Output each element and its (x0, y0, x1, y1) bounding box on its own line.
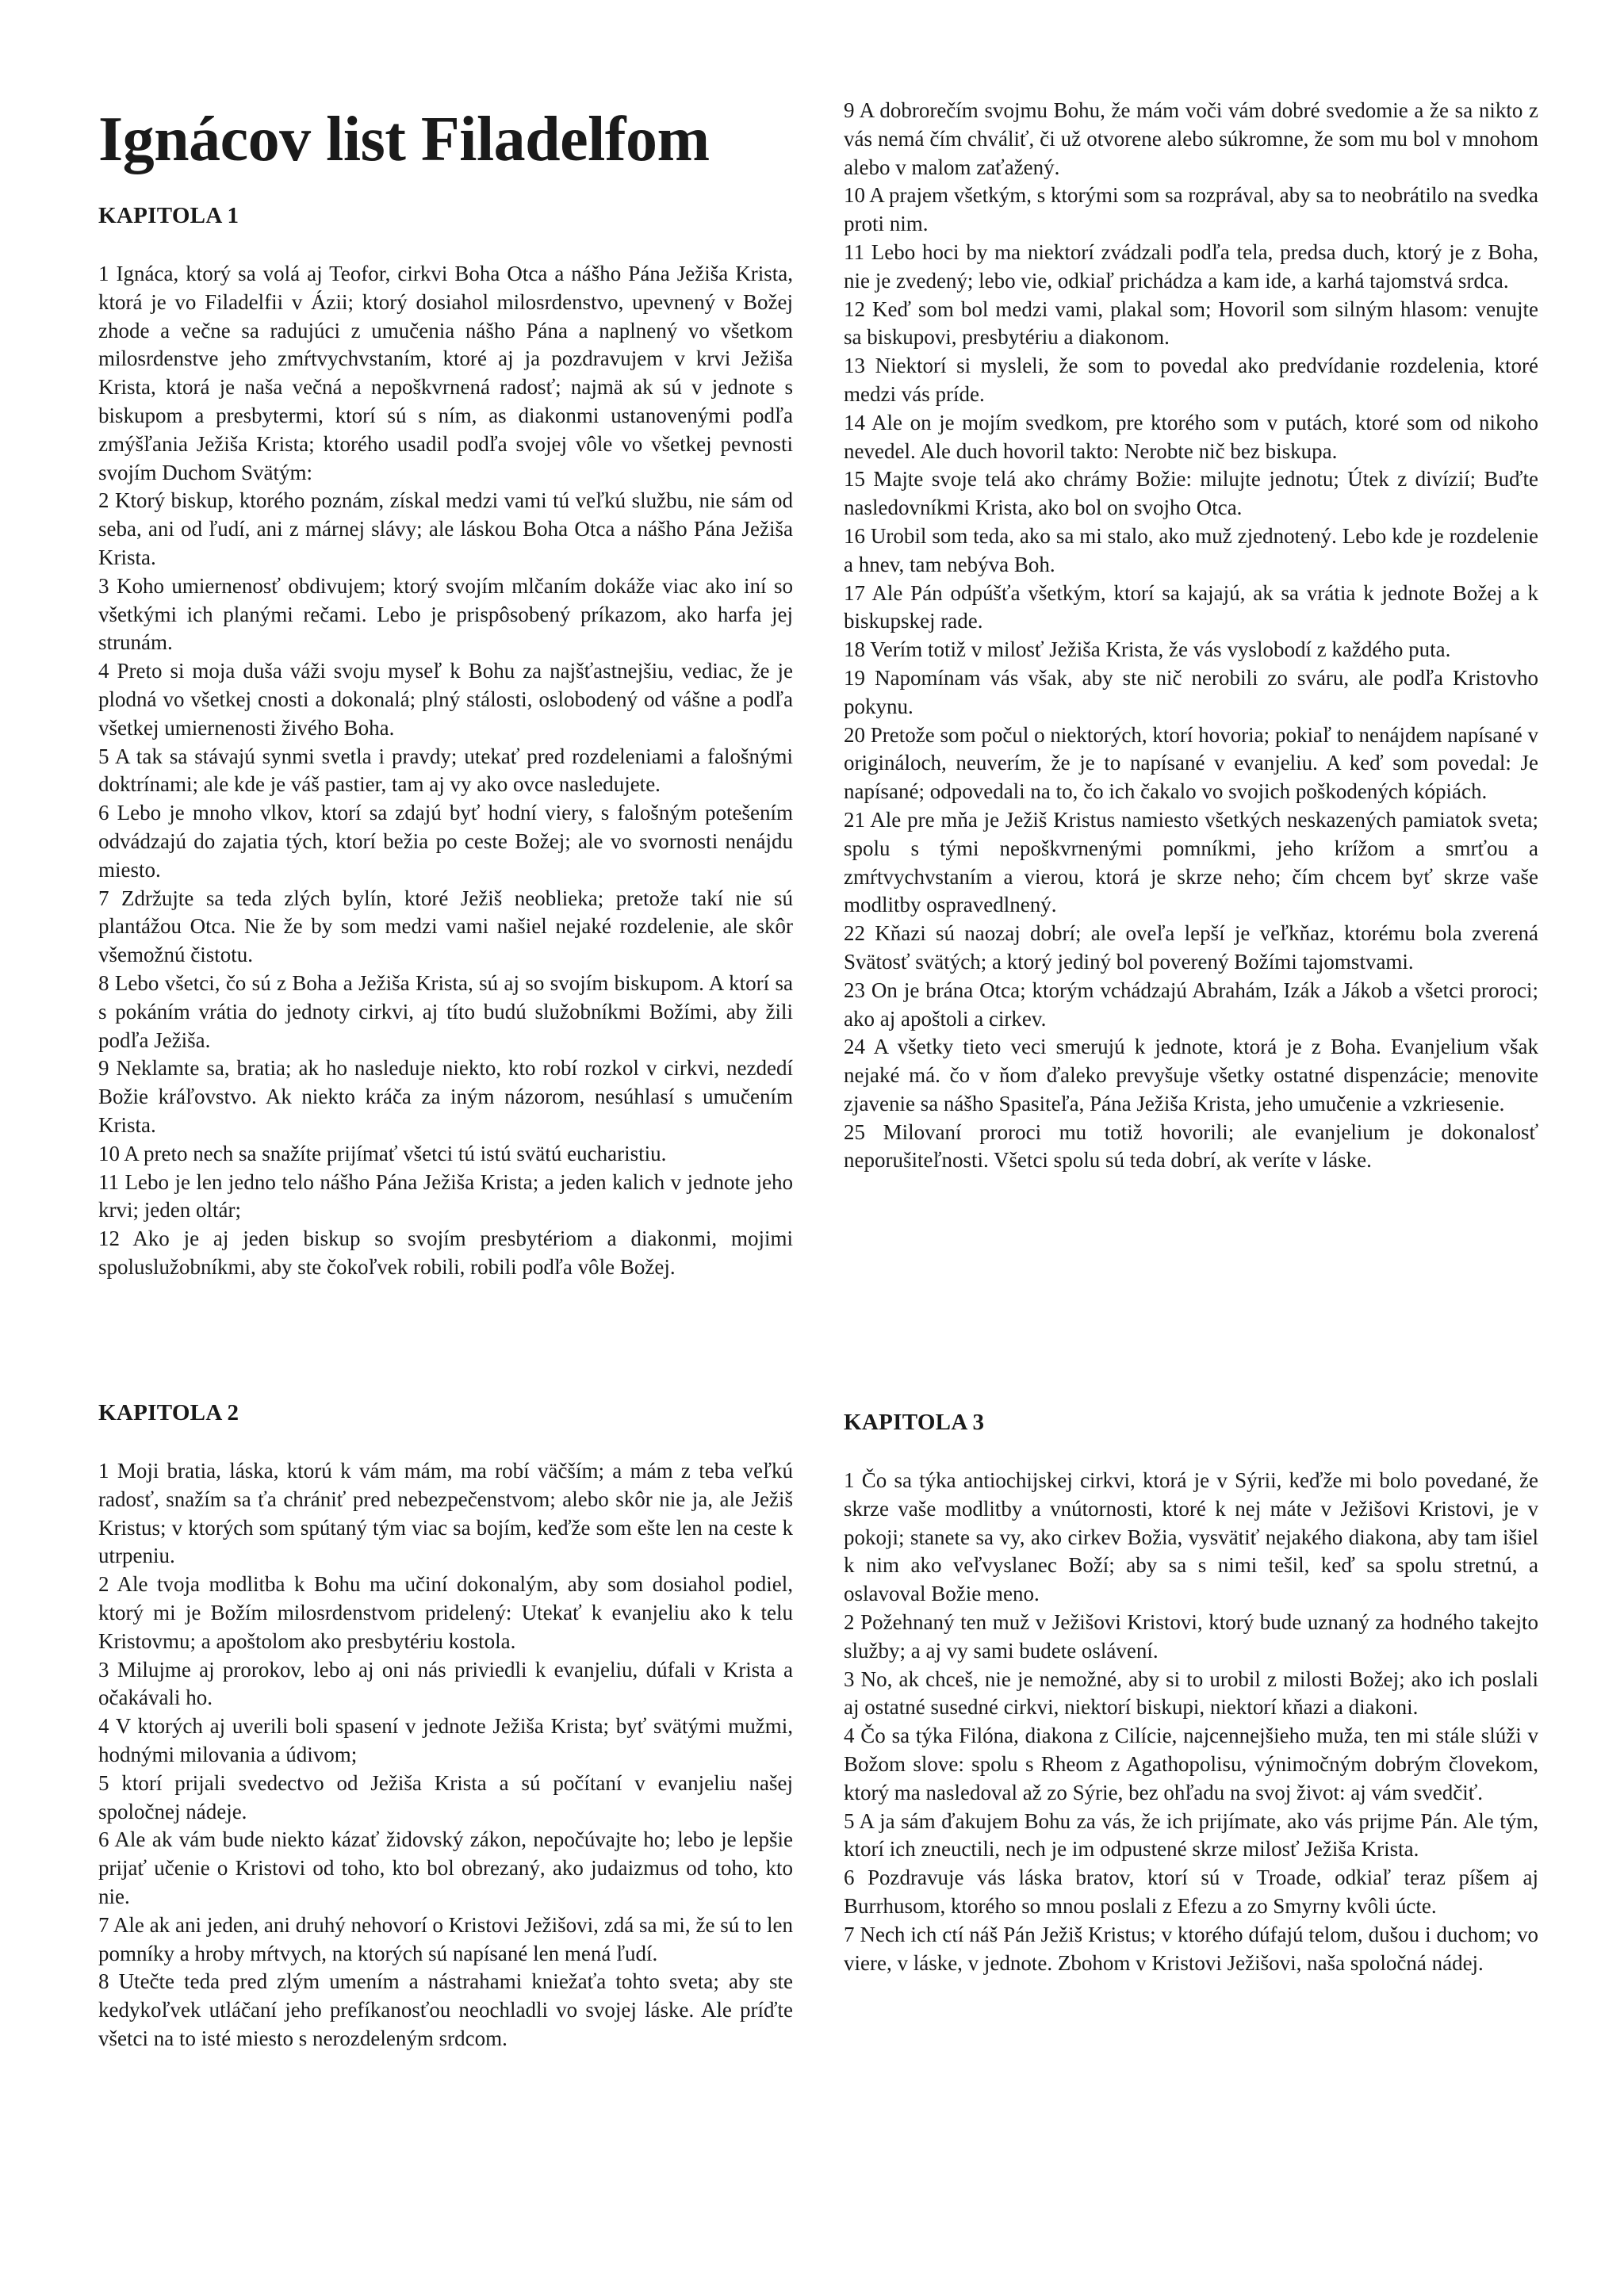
verse: 9 A dobrorečím svojmu Bohu, že mám voči vám dobré svedomie a že sa nikto z vás nemá čím chváliť, či už otvorene alebo súkromne, že som mu bol v mnohom alebo v malom zaťažený. (844, 98, 1538, 179)
verse: 1 Čo sa týka antiochijskej cirkvi, ktorá je v Sýrii, keďže mi bolo povedané, že skrze vaše modlitby a vnútornosti, ktoré k nej máte v Ježišovi Kristovi, je v pokoji; stanete sa vy, ako cirkev Božia, vysvätiť nejakého diakona, aby tam išiel k nim ako veľvyslanec Boží; aby sa s nimi tešil, keď sa spolu stretnú, a oslavoval Božie meno. (844, 1468, 1538, 1606)
chapter-heading: KAPITOLA 1 (98, 203, 239, 228)
verse: 6 Lebo je mnoho vlkov, ktorí sa zdajú byť hodní viery, s falošným potešením odvádzajú do zajatia tých, ktorí bežia po ceste Božej; ale vo svornosti nenájdu miesto. (98, 801, 793, 882)
verse: 6 Pozdravuje vás láska bratov, ktorí sú v Troade, odkiaľ teraz píšem aj Burrhusom, ktorého so mnou poslali z Efezu a zo Smyrny kvôli úcte. (844, 1866, 1538, 1918)
chapter-3-body (844, 1467, 1538, 1977)
page-title: Ignácov list Filadelfom (98, 105, 710, 174)
verse: 16 Urobil som teda, ako sa mi stalo, ako muž zjednotený. Lebo kde je rozdelenie a hnev, tam nebýva Boh. (844, 523, 1538, 576)
verse: 15 Majte svoje telá ako chrámy Božie: milujte jednotu; Útek z divízií; Buďte nasledovníkmi Krista, ako bol on svojho Otca. (844, 467, 1538, 520)
verse: 5 ktorí prijali svedectvo od Ježiša Krista a sú počítaní v evanjeliu našej spoločnej nádeje. (98, 1770, 793, 1823)
verse: 1 Moji bratia, láska, ktorú k vám mám, ma robí väčším; a mám z teba veľkú radosť, snažím sa ťa chrániť pred nebezpečenstvom; alebo skôr nie ja, ale Ježiš Kristus; v ktorých som spútaný tým viac sa bojím, keďže som ešte len na ceste k utrpeniu. (98, 1459, 793, 1568)
verse: 12 Keď som bol medzi vami, plakal som; Hovoril som silným hlasom: venujte sa biskupovi, presbytériu a diakonom. (844, 297, 1538, 350)
verse: 2 Ale tvoja modlitba k Bohu ma učiní dokonalým, aby som dosiahol podiel, ktorý mi je Božím milosrdenstvom pridelený: Utekať k evanjeliu ako k telu Kristovmu; a apoštolom ako presbytériu kostola. (98, 1572, 793, 1653)
chapter-3 (844, 1406, 1538, 1438)
verse: 21 Ale pre mňa je Ježiš Kristus namiesto všetkých neskazených pamiatok sveta; spolu s tými nepoškvrnenými pomníkmi, jeho krížom a smrťou a zmŕtvychvstaním a vierou, ktorá je skrze neho; čím chcem byť skrze vaše modlitby ospravedlnený. (844, 807, 1538, 917)
verse: 3 No, ak chceš, nie je nemožné, aby si to urobil z milosti Božej; ako ich poslali aj ostatné susedné cirkvi, niektorí biskupi, niektorí kňazi a diakoni. (844, 1667, 1538, 1720)
verse: 4 V ktorých aj uverili boli spasení v jednote Ježiša Krista; byť svätými mužmi, hodnými milovania a údivom; (98, 1714, 793, 1766)
verse: 7 Nech ich ctí náš Pán Ježiš Kristus; v ktorého dúfajú telom, dušou i duchom; vo viere, v láske, v jednote. Zbohom v Kristovi Ježišovi, naša spoločná nádej. (844, 1922, 1538, 1975)
verse: 2 Ktorý biskup, ktorého poznám, získal medzi vami tú veľkú službu, nie sám od seba, ani od ľudí, ani z márnej slávy; ale láskou Boha Otca a nášho Pána Ježiša Krista. (98, 488, 793, 569)
chapter-2-body-left (98, 1457, 793, 2053)
verse: 11 Lebo je len jedno telo nášho Pána Ježiša Krista; a jeden kalich v jednote jeho krvi; jeden oltár; (98, 1169, 793, 1223)
verse: 10 A preto nech sa snažíte prijímať všetci tú istú svätú eucharistiu. (98, 1141, 667, 1165)
verse: 9 Neklamte sa, bratia; ak ho nasleduje niekto, kto robí rozkol v cirkvi, nezdedí Božie kráľovstvo. Ak niekto kráča za iným názorom, nesúhlasí s umučením Krista. (98, 1056, 793, 1137)
verse: 6 Ale ak vám bude niekto kázať židovský zákon, nepočúvajte ho; lebo je lepšie prijať učenie o Kristovi od toho, kto bol obrezaný, ako judaizmus od toho, kto nie. (98, 1827, 793, 1908)
verse: 18 Verím totiž v milosť Ježiša Krista, že vás vyslobodí z každého puta. (844, 637, 1451, 662)
verse: 25 Milovaní proroci mu totiž hovorili; ale evanjelium je dokonalosť neporušiteľnosti. Všetci spolu sú teda dobrí, ak veríte v láske. (844, 1119, 1538, 1173)
verse: 24 A všetky tieto veci smerujú k jednote, ktorá je z Boha. Evanjelium však nejaké má. čo v ňom ďaleko prevyšuje všetky ostatné dispenzácie; menovite zjavenie sa nášho Spasiteľa, Pána Ježiša Krista, jeho umučenie a vzkriesenie. (844, 1035, 1538, 1115)
verse: 1 Ignáca, ktorý sa volá aj Teofor, cirkvi Boha Otca a nášho Pána Ježiša Krista, ktorá je vo Filadelfii v Ázii; ktorý dosiahol milosrdenstvo, upevnený v Božej zhode a večne sa radujúci z umučenia nášho Pána a naplnený vo všetkom milosrdenstve jeho zmŕtvychvstaním, ktoré aj ja pozdravujem v krvi Ježiša Krista, ktorá je naša večná a nepoškvrnená radosť; najmä ak sú v jednote s biskupom a presbytermi, ktorí sú s ním, as diakonmi ustanovenými podľa zmýšľania Ježiša Krista; ktorého usadil podľa svojej vôle vo všetkej pevnosti svojím Duchom Svätým: (98, 262, 793, 484)
verse: 11 Lebo hoci by ma niektorí zvádzali podľa tela, predsa duch, ktorý je z Boha, nie je zvedený; lebo vie, odkiaľ prichádza a kam ide, a karhá tajomstvá srdca. (844, 239, 1538, 293)
verse: 7 Ale ak ani jeden, ani druhý nehovorí o Kristovi Ježišovi, zdá sa mi, že sú to len pomníky a hroby mŕtvych, na ktorých sú napísané len mená ľudí. (98, 1912, 793, 1965)
verse: 20 Pretože som počul o niektorých, ktorí hovoria; pokiaľ to nenájdem napísané v origináloch, neuverím, že je to napísané v evanjeliu. A keď som povedal: Je napísané; odpovedali na to, čo ich čakalo vo svojich poškodených kópiách. (844, 722, 1538, 804)
verse: 3 Milujme aj prorokov, lebo aj oni nás priviedli k evanjeliu, dúfali v Krista a očakávali ho. (98, 1657, 793, 1710)
verse: 12 Ako je aj jeden biskup so svojím presbytériom a diakonmi, mojimi spoluslužobníkmi, aby ste čokoľvek robili, robili podľa vôle Božej. (98, 1226, 793, 1279)
verse: 10 A prajem všetkým, s ktorými som sa rozprával, aby sa to neobrátilo na svedka proti nim. (844, 183, 1538, 236)
verse: 7 Zdržujte sa teda zlých bylín, ktoré Ježiš neoblieka; pretože takí nie sú plantážou Otca. Nie že by som medzi vami našiel nejaké rozdelenie, ale skôr všemožnú čistotu. (98, 886, 793, 967)
verse: 8 Lebo všetci, čo sú z Boha a Ježiša Krista, sú aj so svojím biskupom. A ktorí sa s pokáním vrátia do jednoty cirkvi, aj títo budú služobníkmi Božími, aby žili podľa Ježiša. (98, 970, 793, 1052)
verse: 3 Koho umiernenosť obdivujem; ktorý svojím mlčaním dokáže viac ako iní so všetkými ich planými rečami. Lebo je prispôsobený príkazom, ako harfa jej strunám. (98, 573, 793, 655)
chapter-1-body (98, 260, 793, 1282)
verse: 5 A tak sa stávajú synmi svetla i pravdy; utekať pred rozdeleniami a falošnými doktrínami; ale kde je váš pastier, tam aj vy ako ovce nasledujete. (98, 744, 793, 797)
verse: 4 Preto si moja duša váži svoju myseľ k Bohu za najšťastnejšiu, vediac, že je plodná vo všetkej cnosti a dokonalá; plný stálosti, oslobodený od vášne a podľa všetkej umiernenosti živého Boha. (98, 659, 793, 740)
verse: 14 Ale on je mojím svedkom, pre ktorého som v putách, ktoré som od nikoho nevedel. Ale duch hovoril takto: Nerobte nič bez biskupa. (844, 410, 1538, 463)
chapter-1 (98, 200, 793, 232)
chapter-2 (98, 1397, 793, 1429)
verse: 23 On je brána Otca; ktorým vchádzajú Abrahám, Izák a Jákob a všetci proroci; ako aj apoštoli a cirkev. (844, 978, 1538, 1031)
chapter-heading: KAPITOLA 2 (98, 1400, 239, 1425)
verse: 2 Požehnaný ten muž v Ježišovi Kristovi, ktorý bude uznaný za hodného takejto služby; a aj vy sami budete oslávení. (844, 1609, 1538, 1663)
chapter-2-body-right (844, 97, 1538, 1175)
verse: 8 Utečte teda pred zlým umením a nástrahami kniežaťa tohto sveta; aby ste kedykoľvek utláčaní jeho prefíkanosťou neochladli vo svojej láske. Ale príďte všetci na to isté miesto s nerozdeleným srdcom. (98, 1969, 793, 2050)
chapter-heading: KAPITOLA 3 (844, 1410, 985, 1435)
verse: 4 Čo sa týka Filóna, diakona z Cilície, najcennejšieho muža, ten mi stále slúži v Božom slove: spolu s Rheom z Agathopolisu, výnimočným dobrým človekom, ktorý ma nasledoval až zo Sýrie, bez ohľadu na svoj život: aj vám svedčiť. (844, 1724, 1538, 1804)
verse: 17 Ale Pán odpúšťa všetkým, ktorí sa kajajú, ak sa vrátia k jednote Božej a k biskupskej rade. (844, 580, 1538, 633)
verse: 13 Niektorí si mysleli, že som to povedal ako predvídanie rozdelenia, ktoré medzi vás príde. (844, 354, 1538, 406)
verse: 19 Napomínam vás však, aby ste nič nerobili zo sváru, ale podľa Kristovho pokynu. (844, 665, 1538, 718)
verse: 22 Kňazi sú naozaj dobrí; ale oveľa lepší je veľkňaz, ktorému bola zverená Svätosť svätých; a ktorý jediný bol poverený Božími tajomstvami. (844, 921, 1538, 974)
verse: 5 A ja sám ďakujem Bohu za vás, že ich prijímate, ako vás prijme Pán. Ale tým, ktorí ich zneuctili, nech je im odpustené skrze milosť Ježiša Krista. (844, 1808, 1538, 1862)
